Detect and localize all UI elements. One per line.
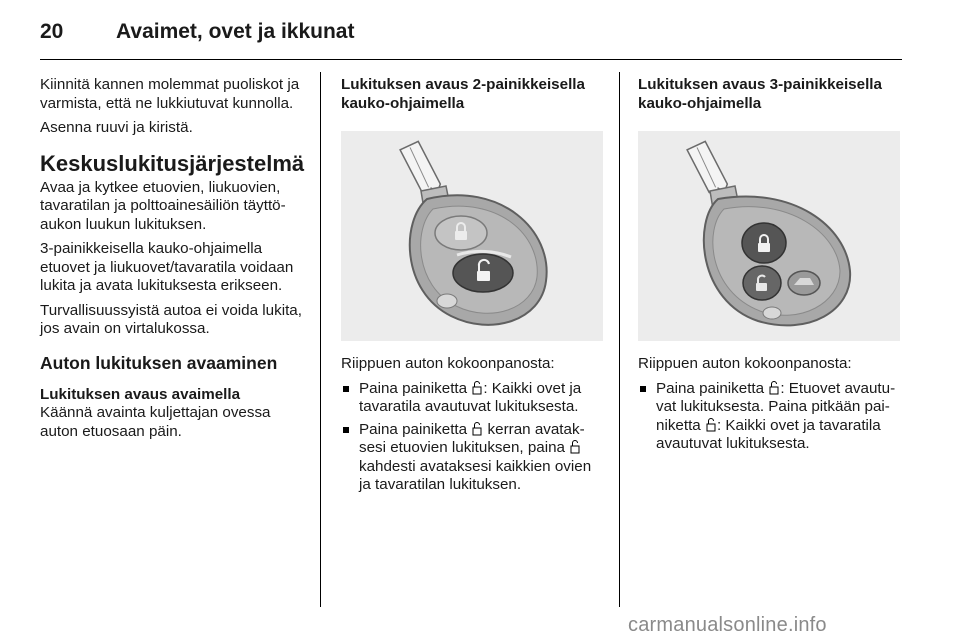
bullet-square bbox=[343, 427, 349, 433]
unlock-icon bbox=[472, 421, 482, 436]
list-item: Paina painiketta : Etuovet avautuvat lukituksesta. Paina pitkään painiketta : Kaikki ovet ja tavaratila avautuvat lukituksesta. bbox=[638, 380, 908, 454]
unlock-icon bbox=[706, 417, 716, 432]
page-header bbox=[40, 20, 920, 44]
column-middle bbox=[341, 76, 606, 499]
paragraph: Riippuen auton kokoonpanosta: bbox=[341, 355, 555, 372]
page-number: 20 bbox=[40, 20, 64, 43]
paragraph: Avaa ja kytkee etuovien, liukuovien, tavaratilan ja polttoainesäiliön täyttöaukon luukun lukituksen. bbox=[40, 178, 286, 233]
section-heading: Lukituksen avaus 3-painikkeisella kauko-ohjaimella bbox=[638, 76, 882, 112]
header-rule bbox=[40, 59, 902, 60]
section-heading: Lukituksen avaus 2-painikkeisella kauko-ohjaimella bbox=[341, 76, 585, 112]
page-title: Avaimet, ovet ja ikkunat bbox=[116, 20, 355, 43]
column-divider bbox=[619, 72, 620, 607]
column-divider bbox=[320, 72, 321, 607]
section-title: Keskuslukitusjärjestelmä bbox=[40, 150, 305, 176]
bullet-list bbox=[638, 380, 908, 454]
bullet-square bbox=[343, 386, 349, 392]
unlock-icon bbox=[472, 380, 482, 395]
paragraph: Kiinnitä kannen molemmat puoliskot ja varmista, että ne lukkiutuvat kunnolla. bbox=[40, 76, 300, 112]
column-right bbox=[638, 76, 908, 458]
unlock-icon bbox=[570, 439, 580, 454]
paragraph: 3-painikkeisella kauko-ohjaimella etuovet ja liukuovet/tavaratila voidaan lukita ja avata lukituksesta erikseen. bbox=[40, 240, 294, 294]
paragraph: Riippuen auton kokoonpanosta: bbox=[638, 355, 852, 372]
key-fob-2-button-drawing bbox=[341, 131, 603, 341]
paragraph: Käännä avainta kuljettajan ovessa auton etuosaan päin. bbox=[40, 404, 271, 440]
key-fob-2-button-illustration bbox=[341, 131, 603, 341]
bullet-square bbox=[640, 386, 646, 392]
subsection-title: Auton lukituksen avaaminen bbox=[40, 352, 278, 373]
watermark: carmanualsonline.info bbox=[628, 614, 827, 636]
subheading: Lukituksen avaus avaimella bbox=[40, 385, 241, 403]
key-fob-3-button-illustration bbox=[638, 131, 900, 341]
paragraph: Asenna ruuvi ja kiristä. bbox=[40, 119, 193, 136]
bullet-list bbox=[341, 380, 606, 495]
list-item: Paina painiketta kerran avataksesi etuovien lukituksen, paina kahdesti avataksesi kaikkien ovien ja tavaratilan lukituksen. bbox=[341, 421, 606, 495]
unlock-icon bbox=[769, 380, 779, 395]
column-left bbox=[40, 76, 308, 447]
key-fob-3-button-drawing bbox=[638, 131, 900, 341]
paragraph: Turvallisuussyistä autoa ei voida lukita, jos avain on virtalukossa. bbox=[40, 301, 302, 337]
list-item: Paina painiketta : Kaikki ovet ja tavaratila avautuvat lukituksesta. bbox=[341, 380, 606, 417]
